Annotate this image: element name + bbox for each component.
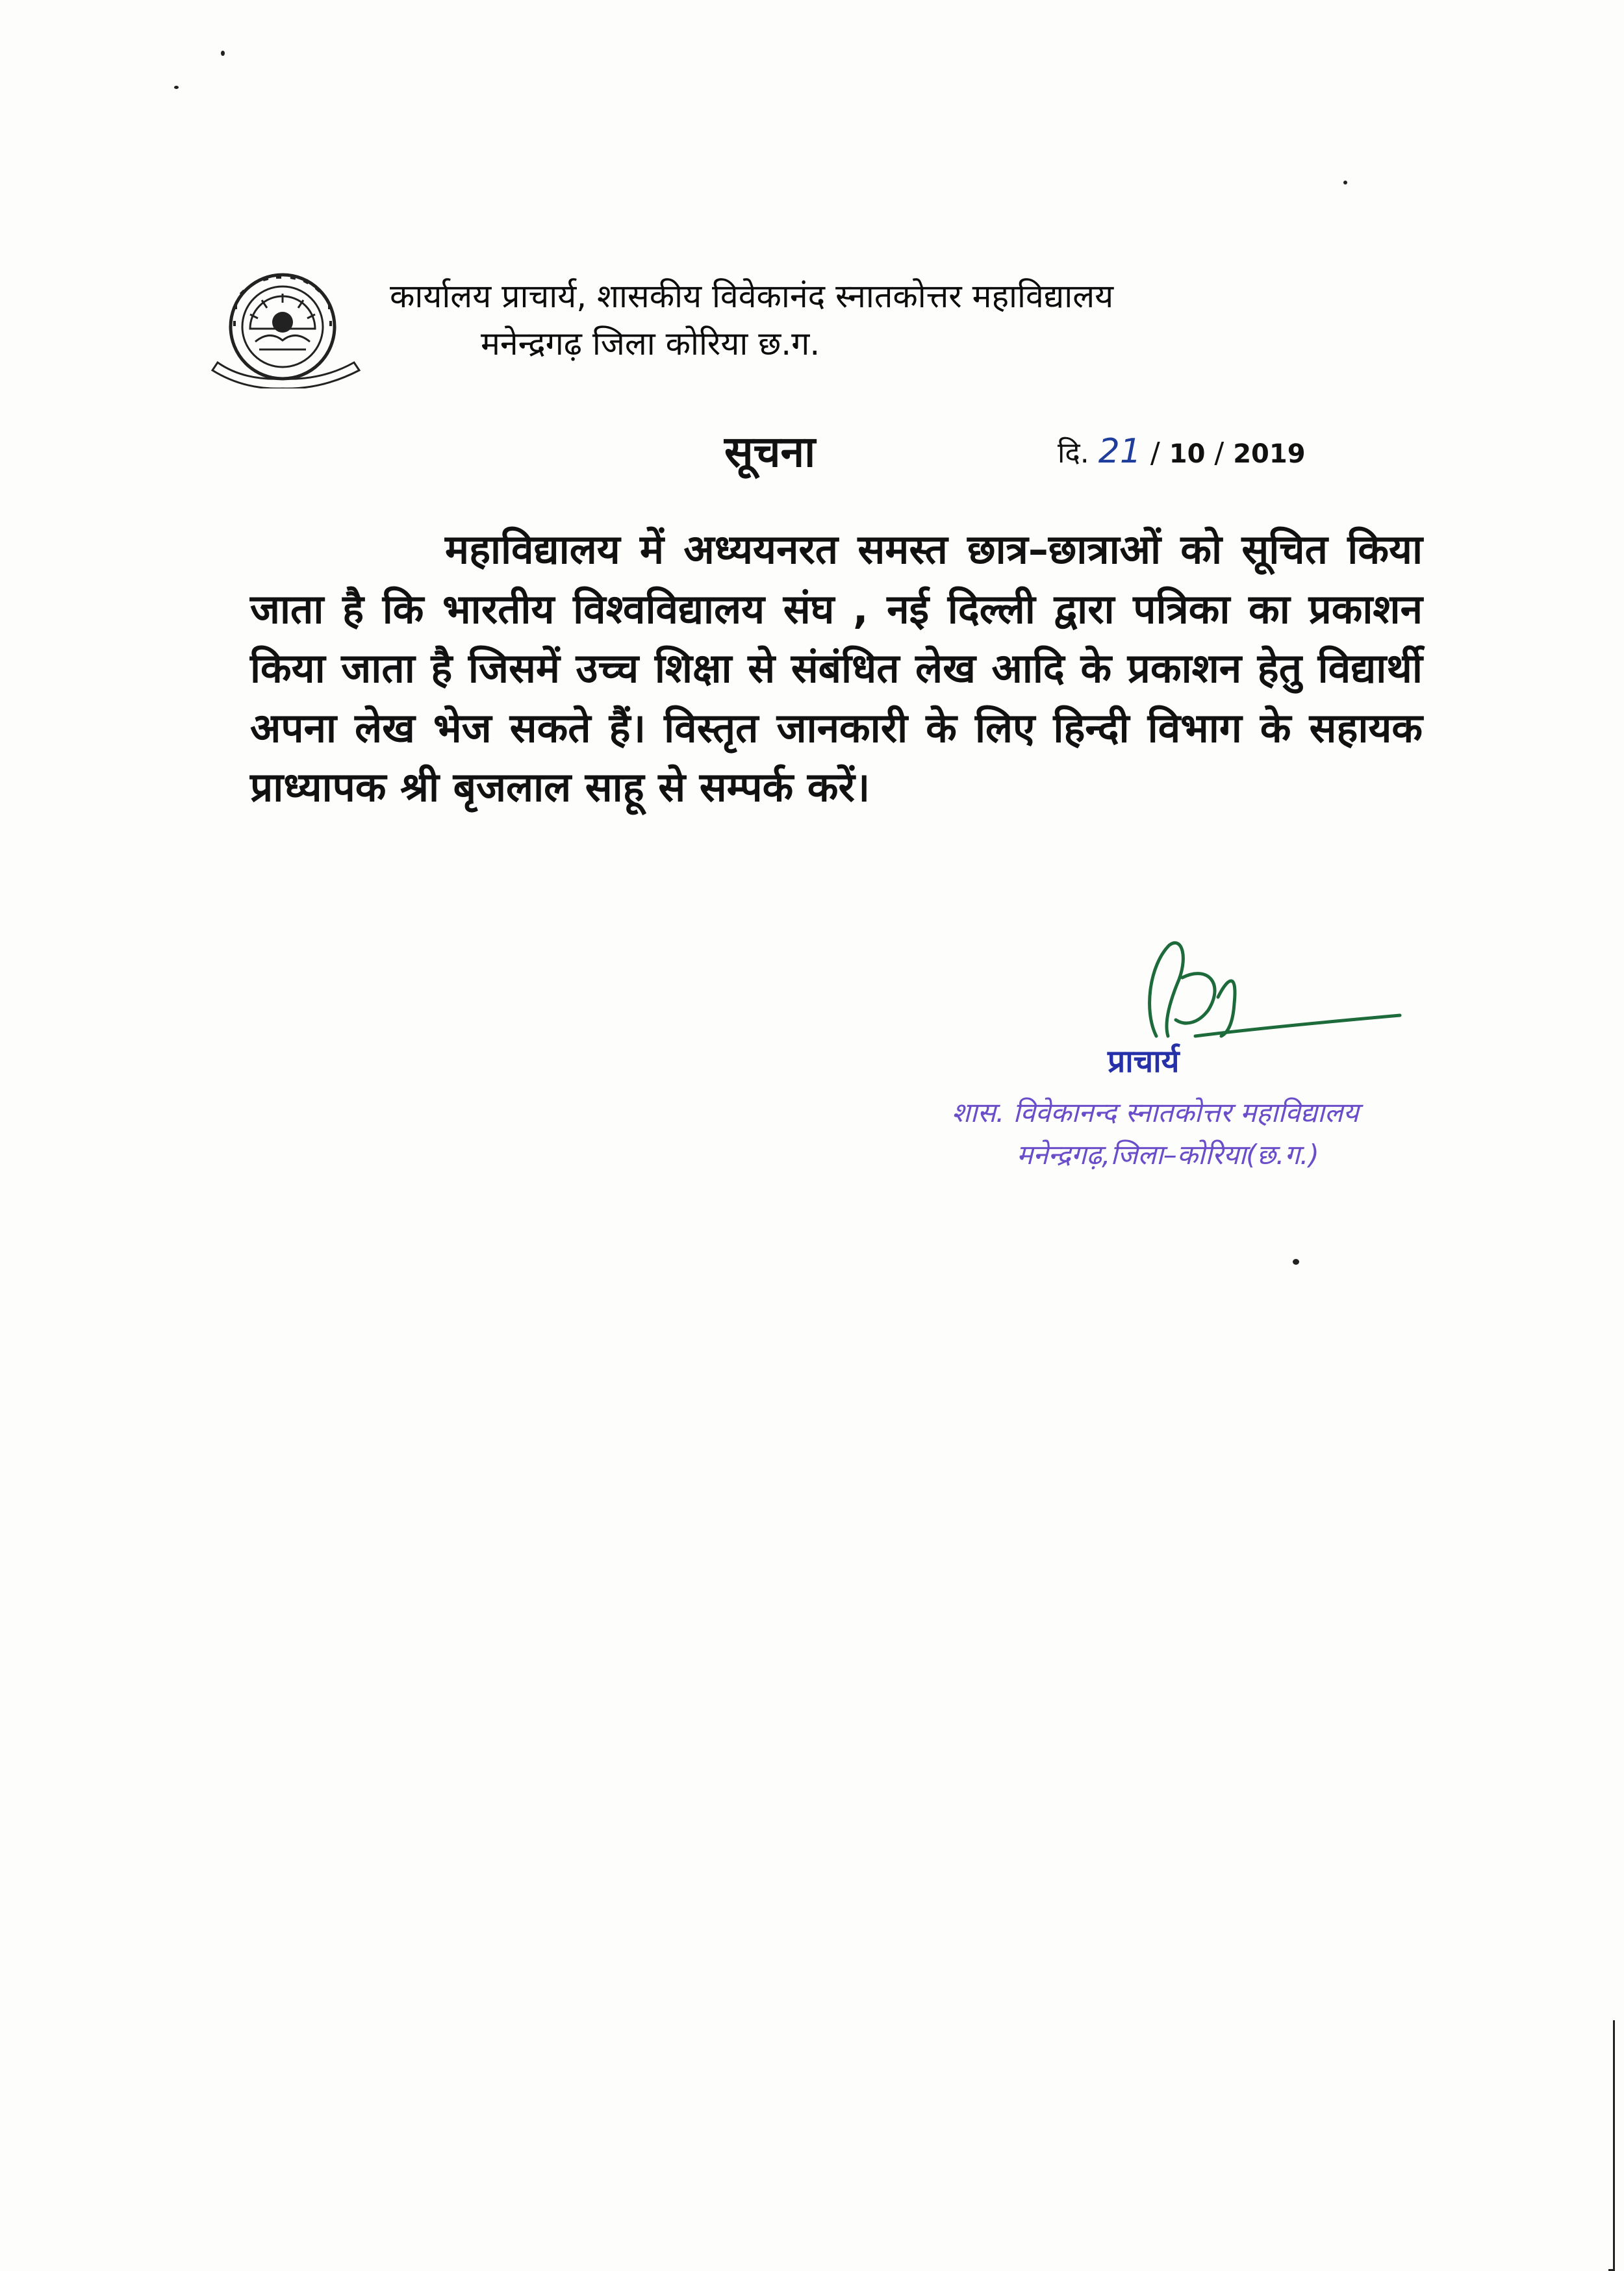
scan-speck [221, 51, 225, 56]
college-seal-icon [205, 265, 367, 388]
office-address-line: मनेन्द्रगढ़ जिला कोरिया छ.ग. [481, 325, 820, 362]
date-day: 21 [1098, 432, 1141, 471]
notice-date: दि. 21 / 10 / 2019 [1058, 432, 1306, 471]
stamp-line: मनेन्द्रगढ़,जिला–कोरिया(छ.ग.) [1017, 1139, 1319, 1171]
scan-speck [1293, 1259, 1299, 1265]
date-month: 10 [1169, 439, 1206, 469]
notice-body: महाविद्यालय में अध्ययनरत समस्त छात्र–छात्राओं को सूचित किया जाता है कि भारतीय विश्वविद्यालय संघ , नई दिल्ली द्वारा पत्रिका का प्रकाशन किया जाता है जिसमें उच्च शिक्षा से संबंधित लेख आदि के प्रकाशन हेतु विद्यार्थी अपना लेख भेज सकते हैं। विस्तृत जानकारी के लिए हिन्दी विभाग के सहायक प्राध्यापक श्री बृजलाल साहू से सम्पर्क करें। [250, 526, 1423, 811]
scan-speck [1343, 181, 1347, 184]
notice-title: सूचना [724, 427, 816, 477]
date-year: 2019 [1233, 439, 1306, 469]
date-prefix: दि. [1058, 437, 1089, 470]
stamp-line: शास. विवेकानन्द स्नातकोत्तर महाविद्यालय [952, 1097, 1359, 1128]
scan-speck [174, 86, 179, 89]
office-header-line: कार्यालय प्राचार्य, शासकीय विवेकानंद स्नातकोत्तर महाविद्यालय [390, 277, 1114, 315]
principal-label: प्राचार्य [1108, 1043, 1180, 1080]
scan-edge [1613, 2020, 1615, 2271]
